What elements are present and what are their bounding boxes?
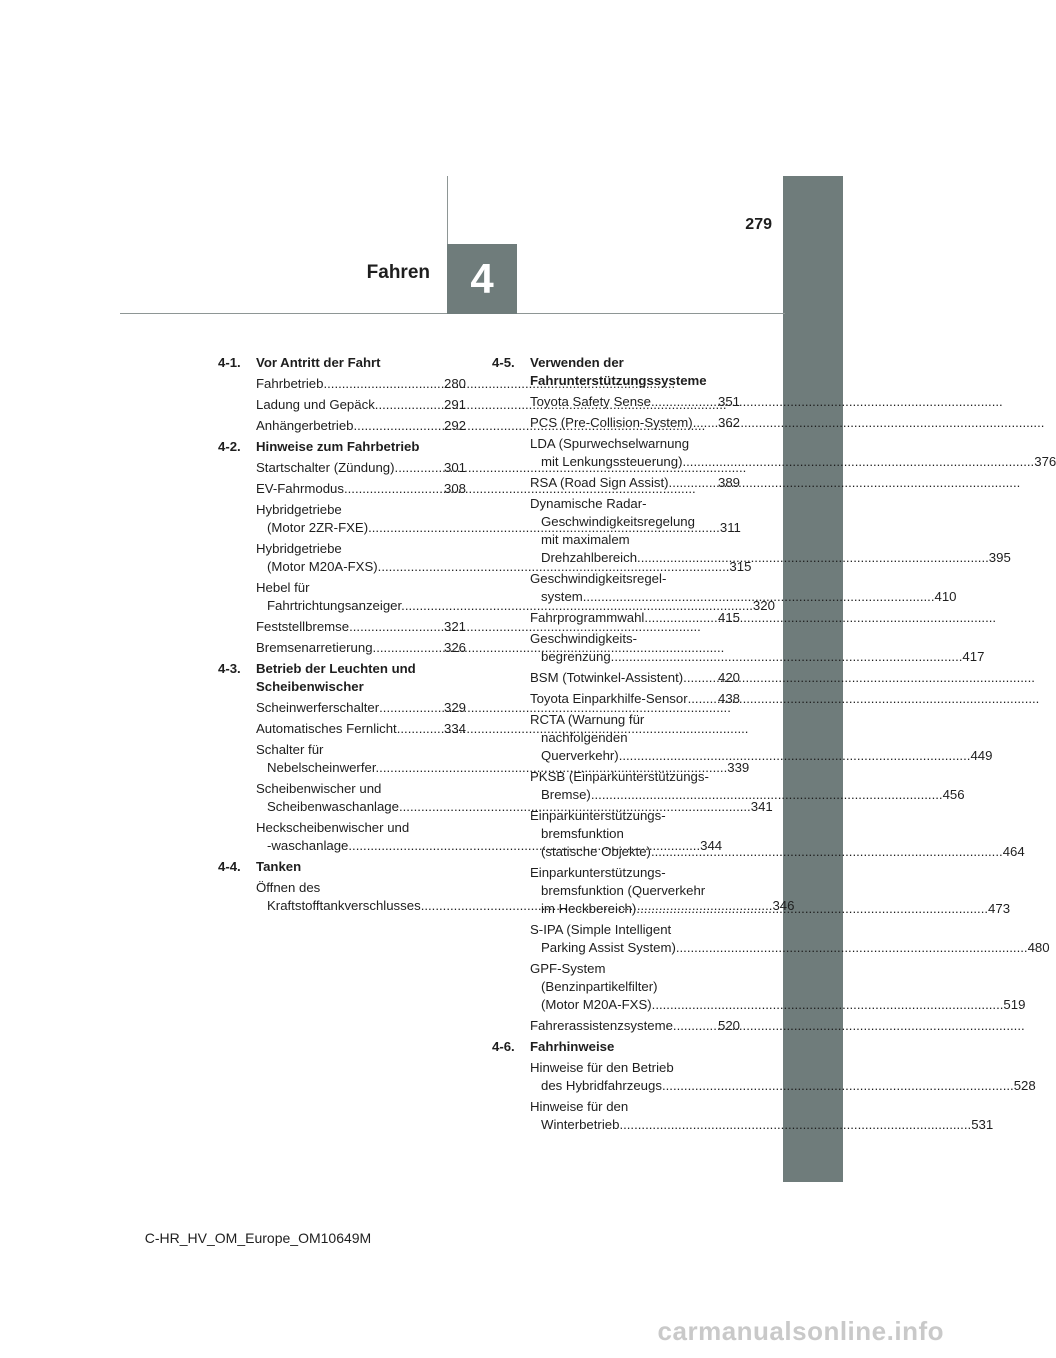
page-number: 279 [745,216,772,233]
section-title: Vor Antritt der Fahrt [256,355,381,370]
entry-page: 438 [717,691,740,706]
dot-leader [583,589,935,604]
toc-section-heading[interactable] [492,1038,740,1056]
section-title-line: Betrieb der Leuchten und [256,661,416,676]
dot-leader [619,748,971,763]
entry-title-line: system [541,589,583,604]
entry-title-line: Scheibenwaschanlage [267,799,399,814]
entry-page: 520 [717,1018,740,1033]
entry-page: 334 [443,721,466,736]
entry-title-line: Nebelscheinwerfer [267,760,376,775]
toc-entry[interactable] [256,480,466,498]
dot-leader [651,844,1003,859]
entry-title: Automatisches Fernlicht [256,721,397,736]
entry-title-line: mit Lenkungssteuerung) [541,454,683,469]
dot-leader [611,649,963,664]
entry-title-line: des Hybridfahrzeugs [541,1078,662,1093]
dot-leader [644,609,718,627]
toc-section-heading[interactable] [218,858,466,876]
entry-page: 341 [750,799,773,814]
toc-entry[interactable] [530,630,985,666]
entry-page: 311 [719,520,741,535]
toc-entry[interactable] [530,711,993,765]
entry-title-line: Schalter für [256,742,324,757]
entry-title-line: Heckscheibenwischer und [256,820,410,835]
entry-page: 415 [717,610,740,625]
entry-page: 301 [443,460,466,475]
entry-page: 321 [443,619,466,634]
toc-entry[interactable] [530,414,740,432]
entry-title-line: Geschwindigkeits- [530,631,638,646]
entry-page: 531 [971,1117,994,1132]
toc-entry[interactable] [530,393,740,411]
toc-entry[interactable] [256,720,466,738]
entry-title-line: Bremse) [541,787,591,802]
toc-entry[interactable] [530,768,965,804]
entry-title-line: Hybridgetriebe [256,541,342,556]
entry-page: 339 [727,760,750,775]
toc-entry[interactable] [530,807,1025,861]
toc-entry[interactable] [530,435,1056,471]
toc-section-heading[interactable] [492,354,740,390]
section-title-line: Verwenden der [530,355,624,370]
entry-page: 420 [717,670,740,685]
entry-title-line: Winterbetrieb [541,1117,620,1132]
entry-page: 315 [729,559,752,574]
entry-page: 456 [942,787,965,802]
entry-page: 519 [1003,997,1026,1012]
entry-title-line: Scheibenwischer und [256,781,382,796]
section-number: 4-3. [218,661,241,676]
section-title: Tanken [256,859,302,874]
dot-leader [323,375,444,393]
entry-title-line: Hybridgetriebe [256,502,342,517]
toc-entry[interactable] [530,1017,740,1035]
toc-entry[interactable] [530,1059,1036,1095]
entry-title-line: LDA (Spurwechselwarnung [530,436,690,451]
dot-leader [397,720,444,738]
entry-page: 473 [988,901,1011,916]
toc-entry[interactable] [256,618,466,636]
toc-entry[interactable] [530,921,1050,957]
entry-title: Ladung und Gepäck [256,397,375,412]
entry-page: 480 [1027,940,1050,955]
entry-title-line: (Motor M20A-FXS) [267,559,378,574]
entry-title: Feststellbremse [256,619,350,634]
entry-title-line: PKSB (Einparkunterstützungs- [530,769,709,784]
entry-title-line: -waschanlage [267,838,349,853]
entry-title-line: Fahrtrichtungsanzeiger [267,598,402,613]
toc-entry[interactable] [530,960,1026,1014]
entry-title-line: im Heckbereich) [541,901,637,916]
dot-leader [682,454,1034,469]
section-title-line: Scheibenwischer [256,679,364,694]
section-number: 4-6. [492,1039,515,1054]
toc-entry[interactable] [530,474,740,492]
dot-leader [349,618,444,636]
toc-entry[interactable] [256,375,466,393]
entry-page: 344 [700,838,723,853]
dot-leader [693,414,718,432]
toc-entry[interactable] [256,396,466,414]
entry-page: 410 [934,589,957,604]
toc-entry[interactable] [530,669,740,687]
entry-page: 395 [988,550,1011,565]
dot-leader [375,396,444,414]
entry-page: 292 [443,418,466,433]
entry-title: RSA (Road Sign Assist) [530,475,669,490]
chapter-number-badge: 4 [447,244,517,314]
toc-entry[interactable] [256,699,466,717]
entry-title-line: Querverkehr) [541,748,619,763]
entry-title-line: (Benzinpartikelfilter) [541,979,658,994]
section-number: 4-2. [218,439,241,454]
toc-section-heading[interactable] [218,660,466,696]
entry-title-line: mit maximalem [541,532,630,547]
entry-page: 308 [443,481,466,496]
entry-page: 376 [1034,454,1056,469]
dot-leader [344,480,444,498]
entry-title-line: bremsfunktion [541,826,624,841]
dot-leader [619,1117,971,1132]
toc-entry[interactable] [256,417,466,435]
entry-title: Fahrprogrammwahl [530,610,645,625]
dot-leader [683,669,718,687]
entry-title-line: Hebel für [256,580,310,595]
toc-entry[interactable] [530,609,740,627]
entry-title-line: (Motor 2ZR-FXE) [267,520,369,535]
dot-leader [669,474,718,492]
entry-page: 326 [443,640,466,655]
entry-title: Fahrbetrieb [256,376,324,391]
dot-leader [637,550,989,565]
entry-title: Fahrerassistenzsysteme [530,1018,673,1033]
document-code: C-HR_HV_OM_Europe_OM10649M [144,1230,372,1246]
entry-title: BSM (Totwinkel-Assistent) [530,670,684,685]
section-number: 4-4. [218,859,241,874]
dot-leader [591,787,943,802]
entry-title-line: Hinweise für den [530,1099,629,1114]
entry-page: 329 [443,700,466,715]
entry-title-line: RCTA (Warnung für [530,712,645,727]
entry-title: Toyota Safety Sense [530,394,651,409]
entry-page: 464 [1002,844,1025,859]
entry-page: 351 [717,394,740,409]
entry-title-line: Geschwindigkeitsregelung [541,514,695,529]
entry-page: 389 [717,475,740,490]
entry-page: 346 [772,898,795,913]
section-title: Fahrhinweise [530,1039,615,1054]
entry-title-line: Hinweise für den Betrieb [530,1060,674,1075]
section-title: Hinweise zum Fahrbetrieb [256,439,420,454]
entry-title-line: bremsfunktion (Querverkehr [541,883,706,898]
entry-title-line: Einparkunterstützungs- [530,808,666,823]
entry-title-line: nachfolgenden [541,730,628,745]
entry-title: Bremsenarretierung [256,640,373,655]
entry-title: PCS (Pre-Collision-System) [530,415,693,430]
entry-title-line: S-IPA (Simple Intelligent [530,922,672,937]
dot-leader [373,639,444,657]
toc-section-heading[interactable] [218,438,466,456]
entry-title-line: Drehzahlbereich [541,550,638,565]
entry-title-line: (statische Objekte) [541,844,651,859]
entry-title-line: begrenzung [541,649,611,664]
toc-section-heading[interactable] [218,354,466,372]
entry-page: 362 [717,415,740,430]
entry-title: Anhängerbetrieb [256,418,354,433]
section-title-line: Fahrunterstützungssysteme [530,373,707,388]
entry-title-line: Parking Assist System) [541,940,676,955]
entry-title-line: (Motor M20A-FXS) [541,997,652,1012]
entry-page: 280 [443,376,466,391]
entry-title-line: GPF-System [530,961,606,976]
dot-leader [395,459,444,477]
dot-leader [379,699,444,717]
watermark-logo: carmanualsonline.info [657,1316,944,1346]
dot-leader [651,393,718,411]
entry-page: 528 [1013,1078,1036,1093]
dot-leader [636,901,988,916]
toc-entry[interactable] [530,1098,994,1134]
dot-leader [688,690,718,708]
dot-leader [354,417,444,435]
entry-title-line: Geschwindigkeitsregel- [530,571,667,586]
dot-leader [652,997,1004,1012]
entry-page: 417 [962,649,985,664]
entry-page: 320 [752,598,775,613]
toc-entry[interactable] [256,639,466,657]
entry-title-line: Öffnen des [256,880,321,895]
entry-title-line: Kraftstofftankverschlusses [267,898,421,913]
entry-title: Startschalter (Zündung) [256,460,395,475]
toc-entry[interactable] [256,459,466,477]
entry-title: Scheinwerferschalter [256,700,380,715]
entry-page: 291 [443,397,466,412]
dot-leader [676,940,1028,955]
entry-title-line: Einparkunterstützungs- [530,865,666,880]
toc-entry[interactable] [530,690,740,708]
section-number: 4-5. [492,355,515,370]
entry-title: Toyota Einparkhilfe-Sensor [530,691,688,706]
chapter-title: Fahren [366,262,430,283]
entry-page: 449 [970,748,993,763]
dot-leader [673,1017,718,1035]
section-number: 4-1. [218,355,241,370]
entry-title: EV-Fahrmodus [256,481,344,496]
entry-title-line: Dynamische Radar- [530,496,647,511]
dot-leader [662,1078,1014,1093]
